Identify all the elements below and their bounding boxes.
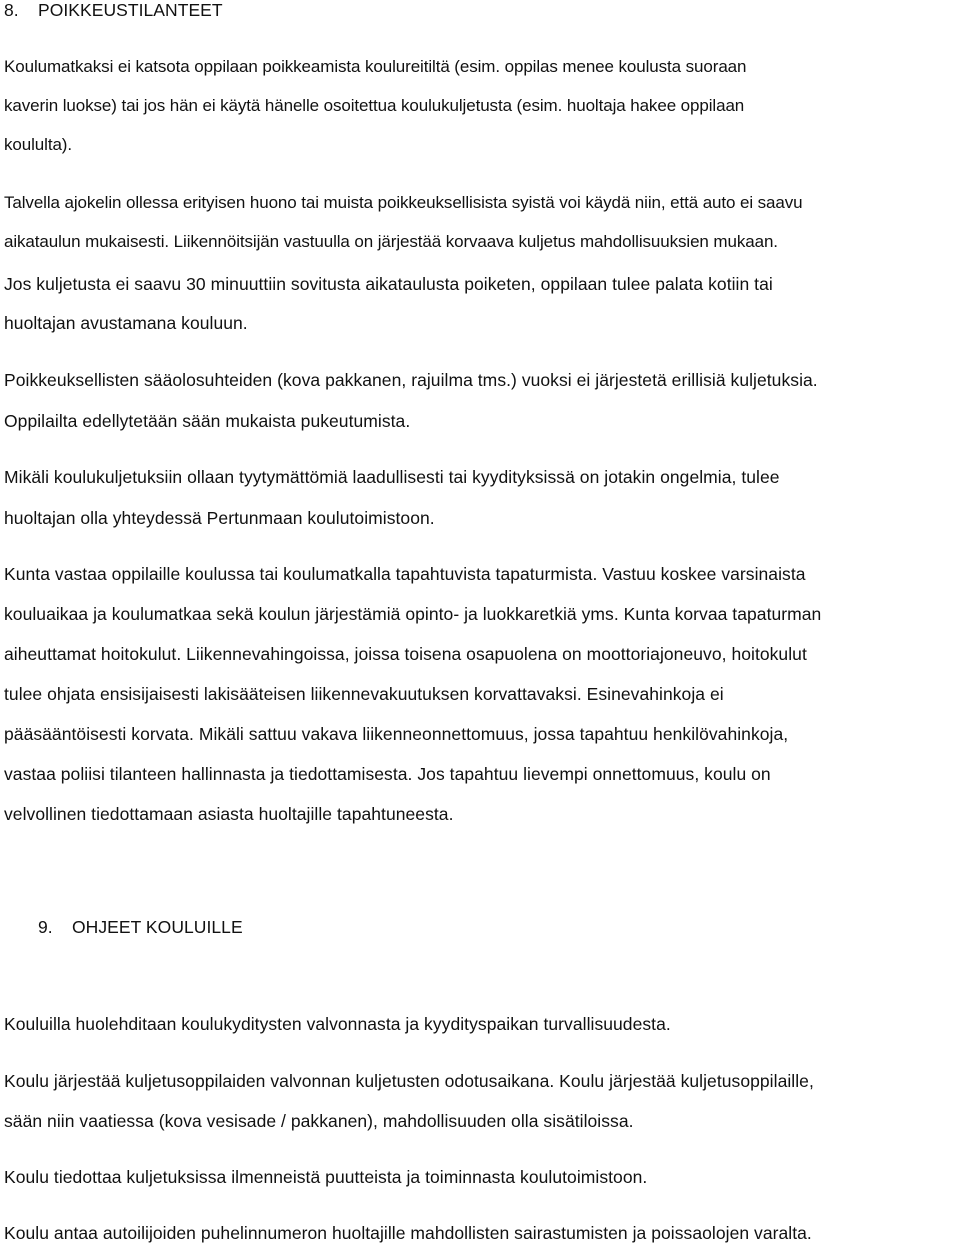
paragraph-line: Talvella ajokelin ollessa erityisen huono tai muista poikkeuksellisista syistä voi käydä niin, että auto ei saavu <box>4 193 803 212</box>
paragraph-line: sään niin vaatiessa (kova vesisade / pakkanen), mahdollisuuden olla sisätiloissa. <box>4 1111 634 1131</box>
paragraph-line: vastaa poliisi tilanteen hallinnasta ja tiedottamisesta. Jos tapahtuu lievempi onnettomuus, koulu on <box>4 764 771 784</box>
paragraph-line: kouluaikaa ja koulumatkaa sekä koulun järjestämiä opinto- ja luokkaretkiä yms. Kunta korvaa tapaturman <box>4 604 822 624</box>
section-9-number: 9. <box>38 917 53 937</box>
section-8-number: 8. <box>4 0 19 20</box>
section-8-heading <box>4 0 223 21</box>
paragraph-line: Koulumatkaksi ei katsota oppilaan poikkeamista koulureitiltä (esim. oppilas menee koulusta suoraan <box>4 57 747 76</box>
paragraph-line: Kouluilla huolehditaan koulukyditysten valvonnasta ja kyydityspaikan turvallisuudesta. <box>4 1014 671 1034</box>
paragraph-line: koululta). <box>4 135 72 154</box>
paragraph-line: Koulu antaa autoilijoiden puhelinnumeron huoltajille mahdollisten sairastumisten ja poissaolojen varalta. <box>4 1223 812 1243</box>
paragraph-line: kaverin luokse) tai jos hän ei käytä hänelle osoitettua koulukuljetusta (esim. huoltaja hakee oppilaan <box>4 96 745 115</box>
section-9-heading <box>38 916 243 938</box>
paragraph-line: aikataulun mukaisesti. Liikennöitsijän vastuulla on järjestää korvaava kuljetus mahdollisuuksien mukaan. <box>4 232 778 251</box>
paragraph-line: tulee ohjata ensisijaisesti lakisääteisen liikennevakuutuksen korvattavaksi. Esinevahinkoja ei <box>4 684 724 704</box>
section-9-title: OHJEET KOULUILLE <box>72 917 243 937</box>
paragraph-line: huoltajan avustamana kouluun. <box>4 313 248 333</box>
paragraph-line: aiheuttamat hoitokulut. Liikennevahingoissa, joissa toisena osapuolena on moottoriajoneuvo, hoitokulut <box>4 644 807 664</box>
paragraph-line: Oppilailta edellytetään sään mukaista pukeutumista. <box>4 411 411 431</box>
paragraph-line: Mikäli koulukuljetuksiin ollaan tyytymättömiä laadullisesti tai kyydityksissä on jotakin ongelmia, tulee <box>4 467 780 487</box>
paragraph-line: Kunta vastaa oppilaille koulussa tai koulumatkalla tapahtuvista tapaturmista. Vastuu koskee varsinaista <box>4 564 806 584</box>
paragraph-line: pääsääntöisesti korvata. Mikäli sattuu vakava liikenneonnettomuus, jossa tapahtuu henkilövahinkoja, <box>4 724 789 744</box>
paragraph-line: Jos kuljetusta ei saavu 30 minuuttiin sovitusta aikataulusta poiketen, oppilaan tulee palata kotiin tai <box>4 274 773 294</box>
paragraph-line: Koulu tiedottaa kuljetuksissa ilmenneistä puutteista ja toiminnasta koulutoimistoon. <box>4 1167 648 1187</box>
paragraph-line: Poikkeuksellisten sääolosuhteiden (kova pakkanen, rajuilma tms.) vuoksi ei järjestetä erillisiä kuljetuksia. <box>4 370 818 390</box>
paragraph-line: Koulu järjestää kuljetusoppilaiden valvonnan kuljetusten odotusaikana. Koulu järjestää kuljetusoppilaille, <box>4 1071 814 1091</box>
section-8-title: POIKKEUSTILANTEET <box>38 0 223 20</box>
paragraph-line: velvollinen tiedottamaan asiasta huoltajille tapahtuneesta. <box>4 804 454 824</box>
paragraph-line: huoltajan olla yhteydessä Pertunmaan koulutoimistoon. <box>4 508 435 528</box>
